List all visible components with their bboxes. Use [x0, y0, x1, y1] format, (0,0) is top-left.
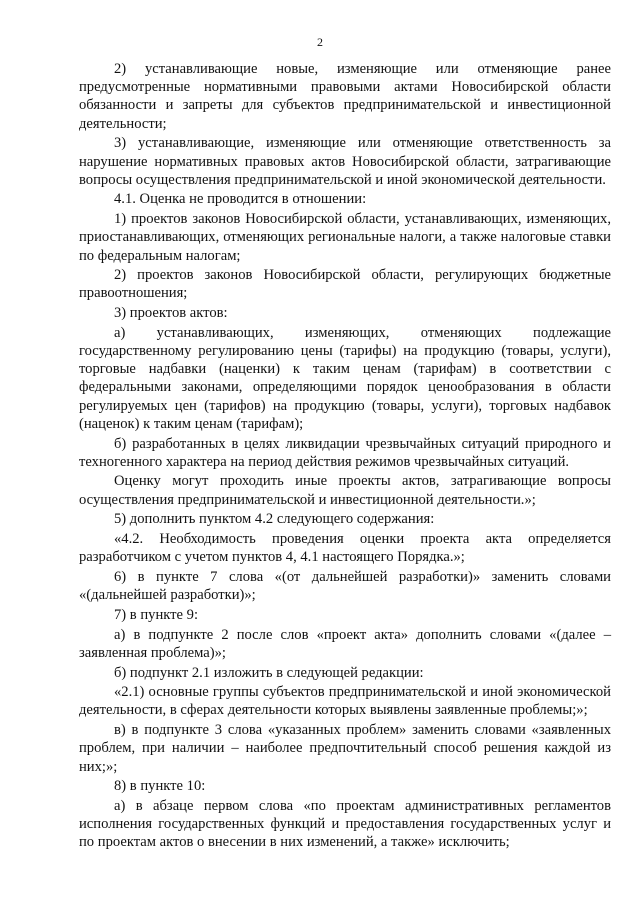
paragraph-4: 1) проектов законов Новосибирской области, устанавливающих, изменяющих, приостанавливающих, отменяющих региональные налоги, а также налоговые ставки по федеральным налогам; [79, 211, 611, 264]
paragraph-3: 4.1. Оценка не проводится в отношении: [114, 191, 367, 208]
paragraph-17: в) в подпункте 3 слова «указанных проблем» заменить словами «заявленных проблем, при наличии – наиболее предпочтительный способ решения каждой из них;»; [79, 722, 611, 775]
document-body [79, 60, 611, 853]
paragraph-14: а) в подпункте 2 после слов «проект акта» дополнить словами «(далее – заявленная проблема)»; [79, 626, 611, 661]
paragraph-15: б) подпункт 2.1 изложить в следующей редакции: [114, 664, 424, 681]
paragraph-19: а) в абзаце первом слова «по проектам административных регламентов исполнения государственных функций и предоставления государственных услуг и по проектам актов о внесении в них изменений, а также» исключить; [79, 797, 611, 851]
paragraph-10: 5) дополнить пунктом 4.2 следующего содержания: [114, 511, 435, 528]
page-number: 2 [317, 35, 323, 49]
paragraph-16: «2.1) основные группы субъектов предпринимательской и иной экономической деятельности, в сферах деятельности которых выявлены заявленные проблемы;»; [79, 684, 611, 719]
paragraph-5: 2) проектов законов Новосибирской области, регулирующих бюджетные правоотношения; [79, 267, 611, 302]
paragraph-12: 6) в пункте 7 слова «(от дальнейшей разработки)» заменить словами «(дальнейшей разработки)»; [79, 568, 611, 604]
paragraph-7: а) устанавливающих, изменяющих, отменяющих подлежащие государственному регулированию цены (тарифы) на продукцию (товары, услуги), торговые надбавки (наценки) к таким ценам (тарифам) в соответствии с федеральными законами, определяющими порядок ценообразования в области регулируемых цен (тарифов) на продукцию (товары, услуги), торговых надбавок (наценок) к таким ценам (тарифам); [79, 324, 611, 432]
paragraph-9: Оценку могут проходить иные проекты актов, затрагивающие вопросы осуществления предпринимательской и инвестиционной деятельности.»; [79, 473, 611, 508]
paragraph-8: б) разработанных в целях ликвидации чрезвычайных ситуаций природного и техногенного характера на период действия режимов чрезвычайных ситуаций. [79, 435, 611, 470]
paragraph-2: 3) устанавливающие, изменяющие или отменяющие ответственность за нарушение нормативных правовых актов Новосибирской области, затрагивающие вопросы осуществления предпринимательской и иной экономической деятельности. [79, 135, 611, 188]
paragraph-11: «4.2. Необходимость проведения оценки проекта акта определяется разработчиком с учетом пунктов 4, 4.1 настоящего Порядка.»; [79, 531, 611, 566]
paragraph-13: 7) в пункте 9: [114, 606, 199, 623]
paragraph-1: 2) устанавливающие новые, изменяющие или отменяющие ранее предусмотренные нормативными правовыми актами Новосибирской области обязанности и запреты для субъектов предпринимательской и инвестиционной деятельности; [79, 61, 611, 132]
paragraph-18: 8) в пункте 10: [114, 778, 206, 795]
paragraph-6: 3) проектов актов: [114, 305, 228, 322]
